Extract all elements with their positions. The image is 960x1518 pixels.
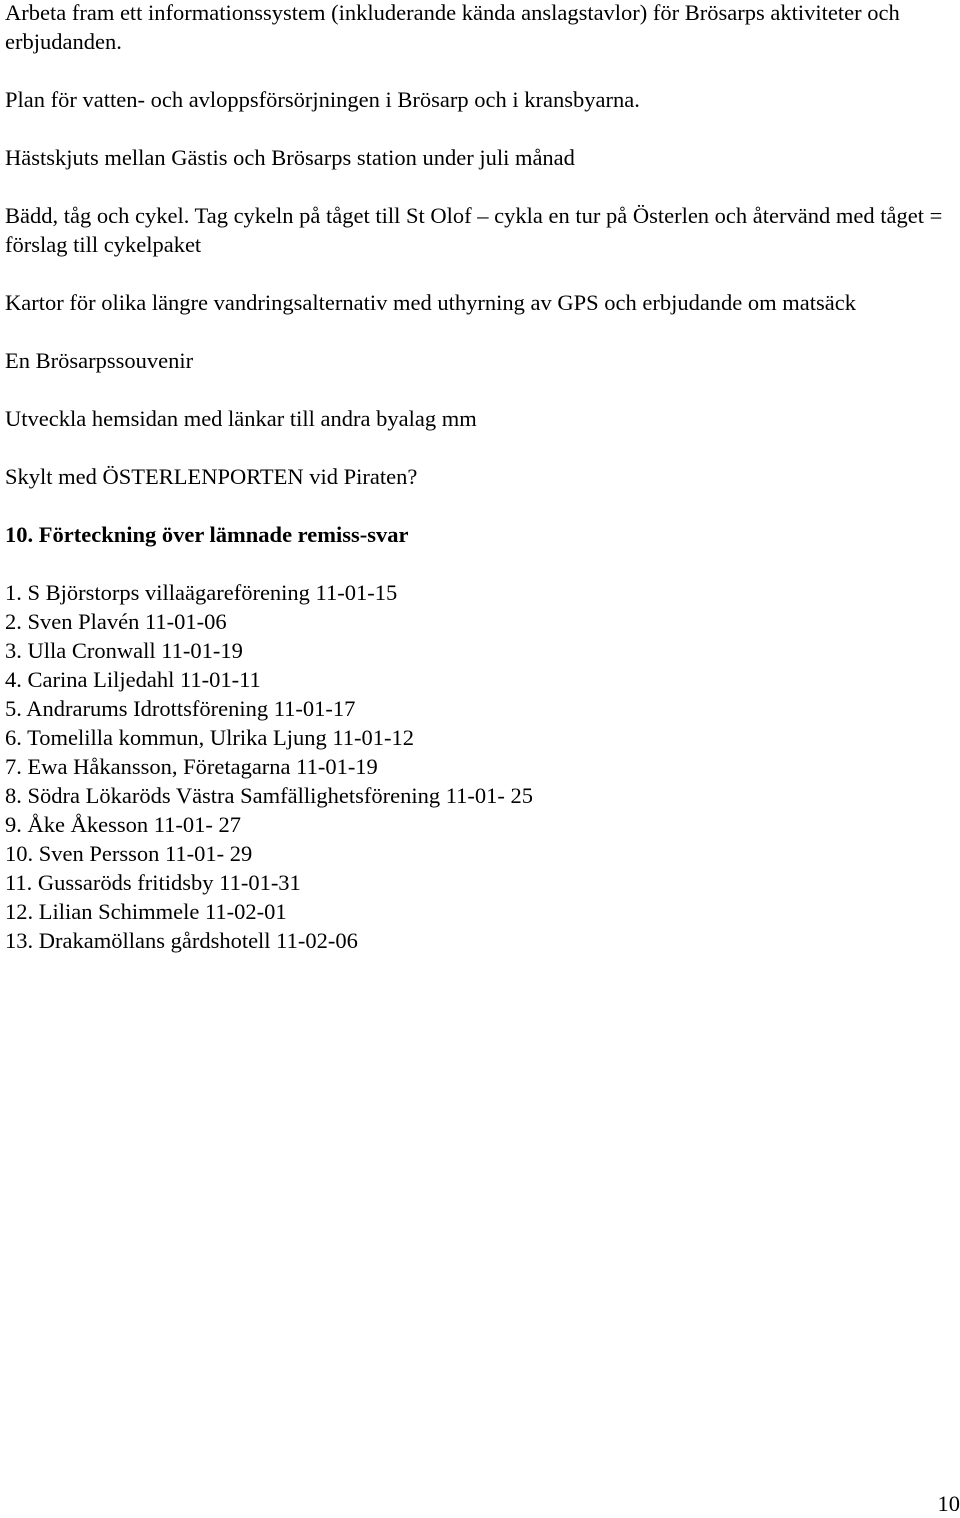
list-item: 10. Sven Persson 11-01- 29 <box>5 839 945 868</box>
list-item: 1. S Björstorps villaägareförening 11-01-15 <box>5 578 945 607</box>
list-item: 4. Carina Liljedahl 11-01-11 <box>5 665 945 694</box>
paragraph-website: Utveckla hemsidan med länkar till andra byalag mm <box>5 404 945 433</box>
list-item: 11. Gussaröds fritidsby 11-01-31 <box>5 868 945 897</box>
page-number: 10 <box>938 1489 960 1518</box>
list-item: 9. Åke Åkesson 11-01- 27 <box>5 810 945 839</box>
list-item: 6. Tomelilla kommun, Ulrika Ljung 11-01-12 <box>5 723 945 752</box>
list-item: 13. Drakamöllans gårdshotell 11-02-06 <box>5 926 945 955</box>
list-item: 5. Andrarums Idrottsförening 11-01-17 <box>5 694 945 723</box>
list-item: 8. Södra Lökaröds Västra Samfällighetsförening 11-01- 25 <box>5 781 945 810</box>
paragraph-souvenir: En Brösarpssouvenir <box>5 346 945 375</box>
paragraph-sign: Skylt med ÖSTERLENPORTEN vid Piraten? <box>5 462 945 491</box>
section-heading: 10. Förteckning över lämnade remiss-svar <box>5 520 945 549</box>
list-item: 2. Sven Plavén 11-01-06 <box>5 607 945 636</box>
list-item: 3. Ulla Cronwall 11-01-19 <box>5 636 945 665</box>
paragraph-water-sewage-plan: Plan för vatten- och avloppsförsörjningen i Brösarp och i kransbyarna. <box>5 85 945 114</box>
paragraph-hiking-maps: Kartor för olika längre vandringsalternativ med uthyrning av GPS och erbjudande om matsäck <box>5 288 945 317</box>
list-item: 7. Ewa Håkansson, Företagarna 11-01-19 <box>5 752 945 781</box>
paragraph-horse-carriage: Hästskjuts mellan Gästis och Brösarps station under juli månad <box>5 143 945 172</box>
list-item: 12. Lilian Schimmele 11-02-01 <box>5 897 945 926</box>
paragraph-information-system: Arbeta fram ett informationssystem (inkluderande kända anslagstavlor) för Brösarps aktiviteter och erbjudanden. <box>5 0 945 56</box>
document-page <box>5 0 945 955</box>
remiss-response-list <box>5 578 945 955</box>
paragraph-bed-train-bike: Bädd, tåg och cykel. Tag cykeln på tåget till St Olof – cykla en tur på Österlen och återvänd med tåget = förslag till cykelpaket <box>5 201 945 259</box>
